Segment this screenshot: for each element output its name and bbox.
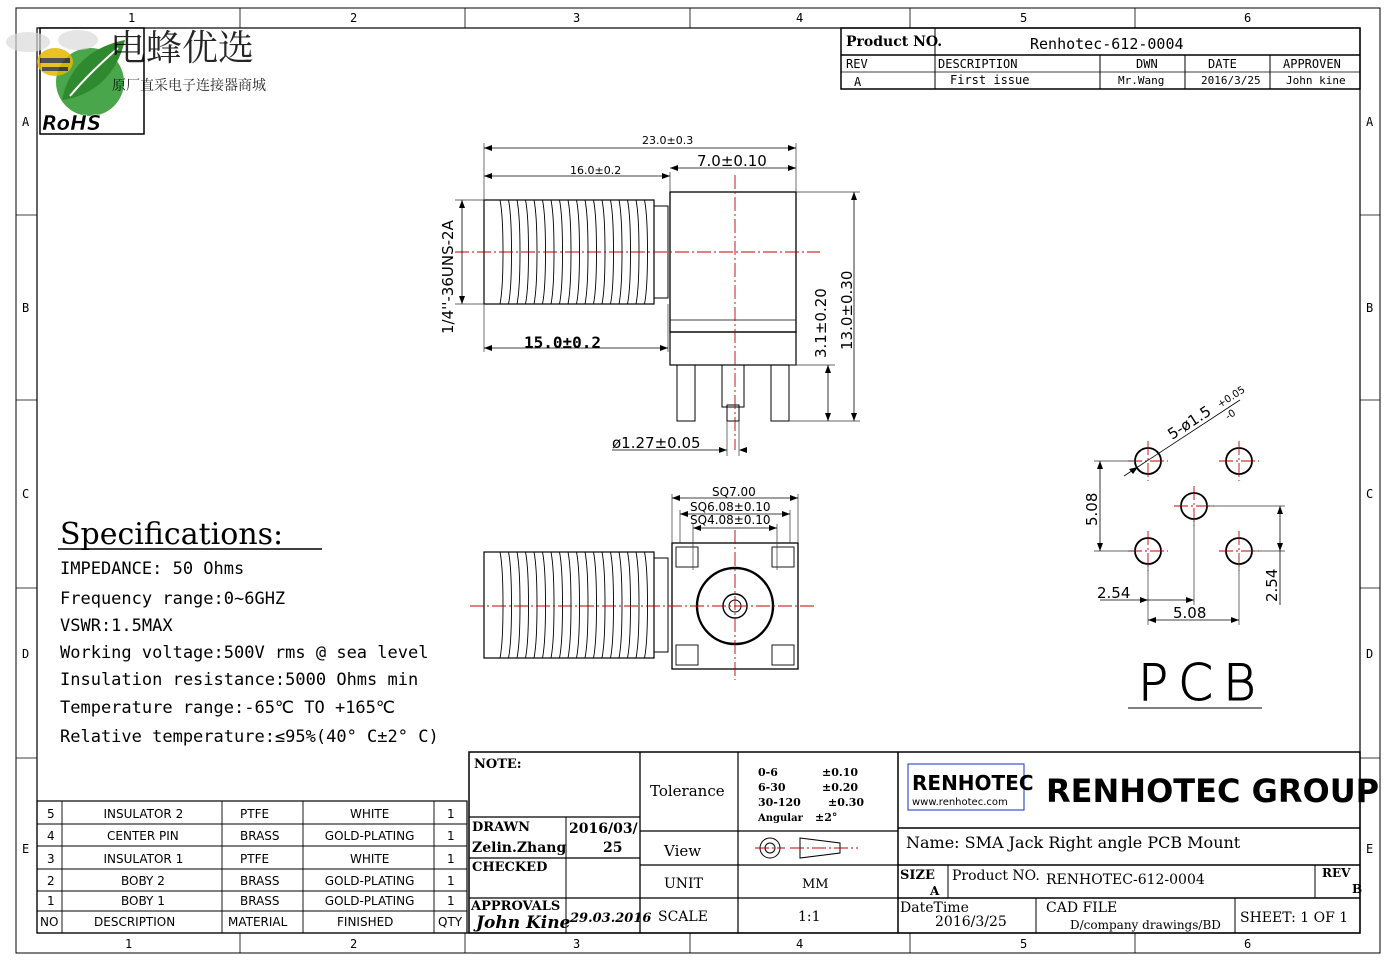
col-label-bottom: 5	[1020, 937, 1028, 951]
dim-front-length: 15.0±0.2	[524, 333, 602, 352]
bom-cell: 3	[47, 852, 55, 866]
size-label: SIZE	[900, 868, 935, 883]
col-label-bottom: 6	[1244, 937, 1252, 951]
bom-header-qty: QTY	[438, 915, 463, 929]
row-label-left: C	[22, 487, 30, 501]
thread-ridge	[543, 552, 546, 658]
tol-value: ±2°	[815, 811, 838, 824]
thread-ridge	[619, 552, 622, 658]
tol-value: ±0.10	[822, 766, 859, 779]
col-label-bottom: 1	[125, 937, 133, 951]
unit-label: UNIT	[664, 876, 703, 892]
dim-pcb-horizontal-pitch: 5.08	[1173, 604, 1207, 622]
revision-block	[841, 28, 1360, 89]
bom-cell: WHITE	[350, 852, 390, 866]
group-name: RENHOTEC GROUP	[1046, 772, 1380, 810]
thread-ridge	[577, 552, 580, 658]
tol-range: Angular	[758, 813, 803, 824]
tol-value: ±0.20	[822, 781, 859, 794]
drawn-name: Zelin.Zhang	[472, 840, 567, 856]
thread-ridge	[645, 552, 648, 658]
bom-cell: INSULATOR 1	[103, 852, 184, 866]
thread-ridge	[500, 552, 503, 658]
bom-cell: WHITE	[350, 807, 390, 821]
product-no-value: Renhotec-612-0004	[1030, 35, 1184, 53]
tol-value: ±0.30	[828, 796, 865, 809]
thread-ridge	[594, 552, 597, 658]
bom-cell: BRASS	[240, 874, 280, 888]
cad-value: D/company drawings/BD	[1070, 918, 1221, 932]
rev-label: REV	[846, 57, 868, 71]
row-label-right: A	[1366, 115, 1374, 129]
col-label-top: 6	[1244, 11, 1252, 25]
col-label-bottom: 4	[796, 937, 804, 951]
row-label-right: D	[1366, 647, 1374, 661]
prod-value: RENHOTEC-612-0004	[1046, 872, 1205, 888]
row-label-right: C	[1366, 487, 1374, 501]
bom-cell: CENTER PIN	[107, 829, 179, 843]
dwn-value: Mr.Wang	[1118, 74, 1165, 87]
product-no-label: Product NO.	[846, 34, 943, 50]
col-label-top: 4	[796, 11, 804, 25]
cad-label: CAD FILE	[1046, 900, 1118, 916]
sheet-value: SHEET: 1 OF 1	[1240, 910, 1349, 926]
dim-pin-diameter: ø1.27±0.05	[612, 434, 701, 452]
bom-cell: 4	[47, 829, 55, 843]
thread-ridge	[517, 552, 520, 658]
product-name: Name: SMA Jack Right angle PCB Mount	[906, 833, 1241, 852]
dim-height: 13.0±0.30	[838, 270, 856, 350]
watermark-brand: 电蜂优选	[110, 28, 255, 69]
thread-ridge	[534, 552, 537, 658]
scale-label: SCALE	[658, 909, 708, 925]
dim-sq-outer: SQ7.00	[712, 485, 756, 499]
prod-label: Product NO.	[952, 868, 1040, 884]
spec-line: Temperature range:-65℃ TO +165℃	[60, 698, 395, 718]
thread-ridge	[509, 552, 512, 658]
row-label-right: E	[1366, 842, 1374, 856]
approvals-date: 29.03.2016	[570, 911, 652, 926]
approvals-label: APPROVALS	[471, 899, 561, 914]
dim-thread-spec: 1/4''-36UNS-2A	[439, 220, 457, 334]
dim-body-width: 7.0±0.10	[697, 152, 767, 170]
col-label-top: 2	[350, 11, 358, 25]
dim-sq-mid: SQ6.08±0.10	[690, 500, 771, 514]
approven-value: John kine	[1286, 74, 1346, 87]
approvals-signature: John Kine	[476, 913, 571, 933]
dim-holes: 5-ø1.5	[1164, 402, 1215, 444]
bom-cell: BOBY 2	[121, 874, 165, 888]
dim-sq-inner: SQ4.08±0.10	[690, 513, 771, 527]
pcb-label: PCB	[1138, 654, 1266, 712]
side-view	[439, 134, 860, 456]
scale-value: 1:1	[798, 909, 821, 925]
date-value: 2016/3/25	[1201, 74, 1261, 87]
datetime-value: 2016/3/25	[935, 914, 1007, 930]
bom-header-material: MATERIAL	[228, 915, 288, 929]
bom-cell: BRASS	[240, 829, 280, 843]
bom-header-finished: FINISHED	[337, 915, 394, 929]
title-block	[469, 752, 1379, 933]
bom-header-no: NO	[40, 915, 59, 929]
tolerance-label: Tolerance	[650, 782, 725, 800]
renhotec-logo	[908, 764, 1034, 810]
dim-thread-length: 16.0±0.2	[570, 164, 622, 177]
bom-cell: GOLD-PLATING	[324, 874, 415, 888]
dim-pin-length: 3.1±0.20	[812, 288, 830, 358]
dim-holes-tol-plus: +0.05	[1215, 384, 1248, 411]
drawn-label: DRAWN	[472, 820, 530, 835]
thread-ridge	[560, 552, 563, 658]
drawn-date-day: 25	[603, 840, 623, 856]
bom-cell: BOBY 1	[121, 894, 165, 908]
bom-cell: 1	[447, 894, 455, 908]
bom-cell: 1	[447, 852, 455, 866]
row-label-left: E	[22, 842, 30, 856]
tol-range: 0-6	[758, 766, 778, 779]
approven-label: APPROVEN	[1283, 57, 1341, 71]
thread-ridge	[628, 552, 631, 658]
bom-cell: 1	[447, 807, 455, 821]
tol-range: 30-120	[758, 796, 801, 809]
row-label-right: B	[1366, 301, 1374, 315]
dim-overall-length: 23.0±0.3	[642, 134, 694, 147]
dim-holes-tol-minus: -0	[1223, 407, 1239, 423]
bom-cell: BRASS	[240, 894, 280, 908]
tol-range: 6-30	[758, 781, 786, 794]
tb-rev-value: B	[1352, 882, 1363, 896]
bom-cell: 1	[447, 829, 455, 843]
dim-pcb-vertical-pitch: 5.08	[1083, 492, 1101, 526]
col-label-bottom: 2	[350, 937, 358, 951]
thread-ridge	[602, 552, 605, 658]
rev-value: A	[854, 75, 862, 89]
bom-cell: INSULATOR 2	[103, 807, 184, 821]
specs-title: Specifications:	[60, 517, 284, 552]
specifications	[58, 517, 439, 747]
bom-cell: GOLD-PLATING	[324, 894, 415, 908]
col-label-top: 1	[128, 11, 136, 25]
dwn-label: DWN	[1136, 57, 1158, 71]
bom-cell: 2	[47, 874, 55, 888]
row-label-left: B	[22, 301, 30, 315]
col-label-top: 5	[1020, 11, 1028, 25]
checked-label: CHECKED	[472, 860, 548, 875]
watermark-tagline: 原厂直采电子连接器商城	[112, 78, 266, 94]
spec-line: VSWR:1.5MAX	[60, 616, 173, 636]
pcb-layout	[1083, 385, 1285, 712]
bom-table	[37, 801, 467, 933]
view-label: View	[664, 842, 702, 860]
logo-url: www.renhotec.com	[912, 797, 1008, 808]
thread-ridge	[526, 552, 529, 658]
size-value: A	[930, 884, 940, 898]
bom-cell: PTFE	[240, 852, 270, 866]
spec-line: Insulation resistance:5000 Ohms min	[60, 670, 419, 690]
dim-pcb-half-pitch-h: 2.54	[1097, 584, 1131, 602]
row-label-left: A	[22, 115, 30, 129]
date-label: DATE	[1208, 57, 1237, 71]
bom-cell: 5	[47, 807, 55, 821]
thread-ridge	[636, 552, 639, 658]
bom-header-description: DESCRIPTION	[94, 915, 176, 929]
front-view	[470, 485, 815, 680]
spec-line: Relative temperature:≤95%(40° C±2° C)	[60, 727, 439, 747]
thread-ridge	[551, 552, 554, 658]
col-label-top: 3	[573, 11, 581, 25]
datetime-label: DateTime	[900, 900, 969, 916]
logo-text: RENHOTEC	[912, 771, 1034, 795]
spec-line: Working voltage:500V rms @ sea level	[60, 643, 429, 663]
tb-rev-label: REV	[1322, 866, 1351, 880]
spec-line: Frequency range:0~6GHZ	[60, 589, 286, 609]
dim-pcb-half-pitch-v: 2.54	[1263, 568, 1281, 602]
spec-line: IMPEDANCE: 50 Ohms	[60, 559, 245, 579]
bom-cell: PTFE	[240, 807, 270, 821]
sheet-border	[16, 8, 1380, 953]
bom-cell: 1	[47, 894, 55, 908]
unit-value: MM	[802, 877, 829, 892]
row-label-left: D	[22, 647, 30, 661]
bom-cell: GOLD-PLATING	[324, 829, 415, 843]
note-label: NOTE:	[474, 757, 522, 772]
col-label-bottom: 3	[573, 937, 581, 951]
thread-ridge	[568, 552, 571, 658]
thread-ridge	[585, 552, 588, 658]
drawn-date: 2016/03/	[569, 821, 638, 837]
rohs-text: RoHS	[42, 111, 102, 135]
bom-cell: 1	[447, 874, 455, 888]
thread-ridge	[611, 552, 614, 658]
projection-symbol-icon	[755, 838, 858, 858]
desc-label: DESCRIPTION	[938, 57, 1018, 71]
desc-value: First issue	[950, 73, 1030, 87]
